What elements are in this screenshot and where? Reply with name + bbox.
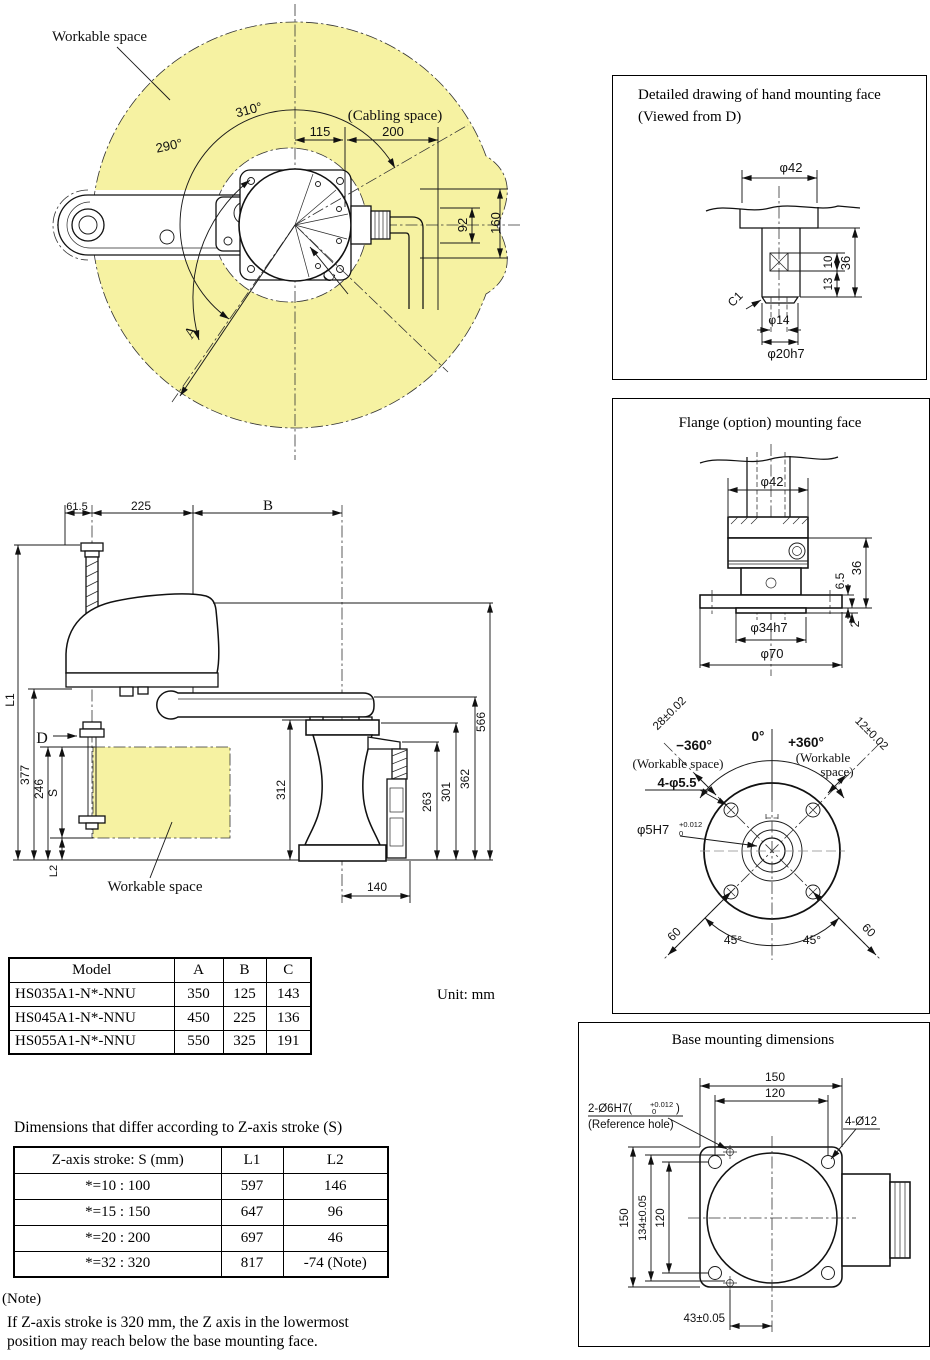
unit-label: Unit: mm xyxy=(437,987,495,1003)
dim-61-5: 61.5 xyxy=(66,501,88,513)
dim-301: 301 xyxy=(439,781,453,803)
dim-200: 200 xyxy=(382,124,404,139)
ws-right-label-2: space) xyxy=(820,764,854,779)
note-label: (Note) xyxy=(2,1291,42,1307)
angle-pos360: +360° xyxy=(788,735,824,750)
dim-12: 12±0.02 xyxy=(852,714,891,753)
dim-115: 115 xyxy=(309,124,331,139)
dim-10: 10 xyxy=(823,255,835,269)
table-row xyxy=(14,1173,388,1199)
label-b: B xyxy=(262,498,274,514)
chamfer-c1: C1 xyxy=(724,288,746,310)
holes-4o12: 4-Ø12 xyxy=(845,1116,877,1128)
ref-tol-bottom: 0 xyxy=(652,1107,657,1116)
value-a: 550 xyxy=(174,1030,223,1054)
dim-377: 377 xyxy=(18,764,32,786)
base-panel-title: Base mounting dimensions xyxy=(671,1032,835,1048)
dim-60-left: 60 xyxy=(664,924,684,944)
angle-neg360: −360° xyxy=(676,738,712,753)
ref-hole-label: 2-Ø6H7( xyxy=(588,1103,633,1115)
l1-value: 817 xyxy=(221,1251,283,1277)
dim-60-right: 60 xyxy=(859,920,879,940)
note-line-1: If Z-axis stroke is 320 mm, the Z axis in the lowermost xyxy=(7,1314,349,1331)
base-mounting-panel xyxy=(578,1022,930,1347)
angle-0: 0° xyxy=(751,729,765,744)
pin-tol-top: +0.012 xyxy=(679,820,703,829)
col-stroke: Z-axis stroke: S (mm) xyxy=(14,1147,221,1173)
value-c: 136 xyxy=(266,1006,311,1030)
value-a: 350 xyxy=(174,982,223,1006)
table-row xyxy=(14,1225,388,1251)
table-row xyxy=(9,982,311,1006)
flange-panel xyxy=(612,398,930,1014)
dim-120-top: 120 xyxy=(764,1086,786,1100)
value-b: 125 xyxy=(223,982,266,1006)
ref-hole-paren: ) xyxy=(676,1103,680,1115)
l1-value: 597 xyxy=(221,1173,283,1199)
dim-phi20h7: φ20h7 xyxy=(767,346,805,361)
label-d: D xyxy=(36,730,48,747)
side-view-drawing xyxy=(3,498,493,903)
stroke-table xyxy=(13,1146,389,1278)
dim-phi14: φ14 xyxy=(768,313,790,327)
ref-hole-note: (Reference hole) xyxy=(588,1119,674,1131)
workable-space-area-side xyxy=(93,747,230,838)
table-header-row xyxy=(9,958,311,982)
note-line-2: position may reach below the base mounting face. xyxy=(7,1333,318,1350)
ws-left-label: (Workable space) xyxy=(632,756,724,771)
l1-value: 647 xyxy=(221,1199,283,1225)
dim-92: 92 xyxy=(455,217,470,233)
col-l1: L1 xyxy=(221,1147,283,1173)
dim-566: 566 xyxy=(474,711,488,733)
stroke-value: *=20 : 200 xyxy=(14,1225,221,1251)
dim-36-hand: 36 xyxy=(838,255,853,271)
stroke-value: *=10 : 100 xyxy=(14,1173,221,1199)
table-row xyxy=(9,1006,311,1030)
dim-36-flange: 36 xyxy=(849,560,864,576)
flange-panel-title: Flange (option) mounting face xyxy=(678,415,862,431)
dim-phi42-hand: φ42 xyxy=(779,160,803,175)
dim-290deg: 290° xyxy=(154,135,184,156)
label-c: C xyxy=(319,267,340,286)
dim-225: 225 xyxy=(130,499,152,513)
col-a: A xyxy=(174,958,223,982)
table-row xyxy=(14,1199,388,1225)
col-c: C xyxy=(266,958,311,982)
l2-value: 146 xyxy=(283,1173,388,1199)
table-header-row xyxy=(14,1147,388,1173)
ws-right-label-1: (Workable xyxy=(795,750,851,765)
l2-value: 96 xyxy=(283,1199,388,1225)
top-view-drawing xyxy=(52,4,523,460)
dim-310deg: 310° xyxy=(233,98,264,121)
value-b: 225 xyxy=(223,1006,266,1030)
dim-43: 43±0.05 xyxy=(683,1313,725,1325)
dim-140: 140 xyxy=(366,880,388,894)
workable-space-side-label: Workable space xyxy=(107,879,203,895)
dim-13: 13 xyxy=(823,277,835,291)
table-row xyxy=(14,1251,388,1277)
l2-value: -74 (Note) xyxy=(283,1251,388,1277)
dim-120-left: 120 xyxy=(655,1208,667,1228)
value-a: 450 xyxy=(174,1006,223,1030)
workable-space-label: Workable space xyxy=(52,29,147,45)
dim-246: 246 xyxy=(32,778,46,800)
dim-2: 2 xyxy=(848,620,862,628)
model-table xyxy=(8,957,312,1055)
cabling-space-label: (Cabling space) xyxy=(347,108,443,124)
model-name: HS045A1-N*-NNU xyxy=(9,1006,174,1030)
dim-312: 312 xyxy=(274,779,288,801)
label-l2: L2 xyxy=(48,864,60,878)
dim-150-left: 150 xyxy=(619,1208,631,1228)
dim-6-5: 6.5 xyxy=(833,572,847,590)
stroke-value: *=15 : 150 xyxy=(14,1199,221,1225)
col-b: B xyxy=(223,958,266,982)
stroke-table-caption: Dimensions that differ according to Z-axis stroke (S) xyxy=(14,1119,343,1136)
l1-value: 697 xyxy=(221,1225,283,1251)
holes-4phi55: 4-φ5.5 xyxy=(657,775,697,790)
label-s: S xyxy=(46,788,60,798)
value-c: 191 xyxy=(266,1030,311,1054)
hand-panel-title: Detailed drawing of hand mounting face (Viewed from D) xyxy=(638,87,881,125)
dim-362: 362 xyxy=(458,768,472,790)
value-c: 143 xyxy=(266,982,311,1006)
col-l2: L2 xyxy=(283,1147,388,1173)
dim-phi34h7: φ34h7 xyxy=(750,620,788,635)
label-a: A xyxy=(181,322,202,343)
model-name: HS055A1-N*-NNU xyxy=(9,1030,174,1054)
label-l1: L1 xyxy=(3,693,17,707)
dim-134: 134±0.05 xyxy=(637,1195,649,1241)
ref-tol-top: +0.012 xyxy=(650,1100,674,1109)
l2-value: 46 xyxy=(283,1225,388,1251)
col-model: Model xyxy=(9,958,174,982)
model-name: HS035A1-N*-NNU xyxy=(9,982,174,1006)
dim-150-top: 150 xyxy=(764,1070,786,1084)
pin-phi5h7: φ5H7 xyxy=(637,822,670,837)
stroke-value: *=32 : 320 xyxy=(14,1251,221,1277)
value-b: 325 xyxy=(223,1030,266,1054)
dim-phi70: φ70 xyxy=(760,646,784,661)
angle-45-left: 45° xyxy=(723,933,743,947)
dim-phi42-flange: φ42 xyxy=(760,474,784,489)
pin-tol-bottom: 0 xyxy=(679,829,684,838)
dim-263: 263 xyxy=(420,791,434,813)
table-row xyxy=(9,1030,311,1054)
dim-160: 160 xyxy=(488,212,503,234)
angle-45-right: 45° xyxy=(802,933,822,947)
dim-28: 28±0.02 xyxy=(650,694,689,733)
